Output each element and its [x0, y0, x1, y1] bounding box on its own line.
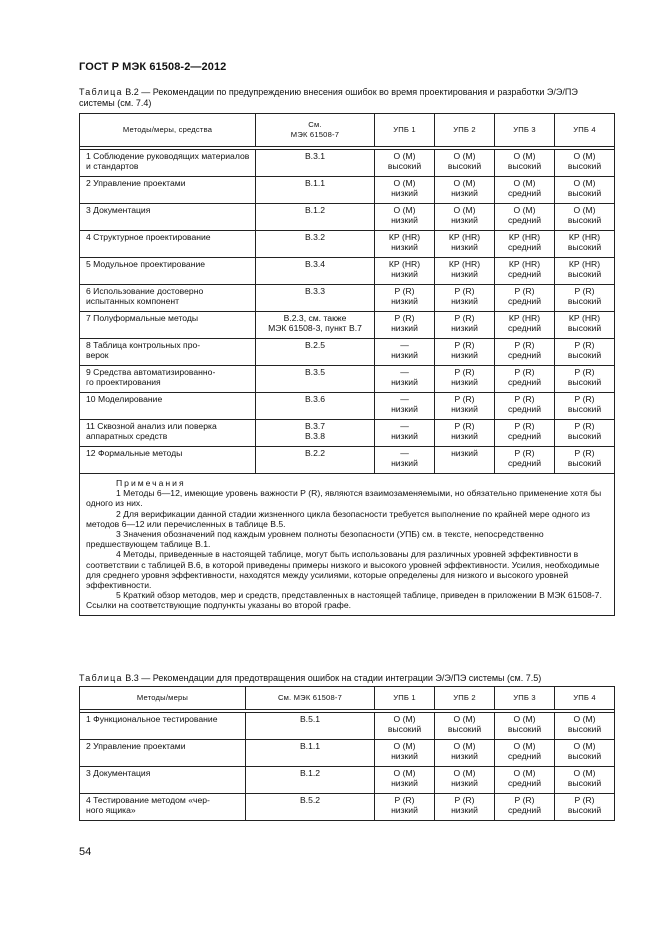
method-cell: 5 Модульное проектирование	[80, 258, 256, 285]
sil2-cell: КР (HR) низкий	[435, 231, 495, 258]
sil2-cell: О (М) низкий	[435, 740, 495, 767]
table-b2-caption-text: В.2 — Рекомендации по предупреждению внесения ошибок во время проектирования и разработки Э/Э/ПЭ системы (см. 7.4)	[79, 87, 578, 108]
sil1-cell: О (М) высокий	[375, 150, 435, 177]
sil2-cell: О (М) низкий	[435, 204, 495, 231]
table-row	[80, 231, 615, 258]
method-cell: 7 Полуформальные методы	[80, 312, 256, 339]
sil4-cell: Р (R) высокий	[555, 794, 615, 821]
method-cell: 2 Управление проектами	[80, 740, 246, 767]
sil4-cell: О (М) высокий	[555, 713, 615, 740]
sil1-cell: КР (HR) низкий	[375, 231, 435, 258]
method-cell: 6 Использование достоверно испытанных компонент	[80, 285, 256, 312]
column-header: См. МЭК 61508-7	[246, 687, 375, 710]
table-row	[80, 366, 615, 393]
reference-cell: В.3.2	[256, 231, 375, 258]
sil4-cell: О (М) высокий	[555, 150, 615, 177]
sil3-cell: КР (HR) средний	[495, 231, 555, 258]
method-cell: 9 Средства автоматизированно- го проектирования	[80, 366, 256, 393]
sil2-cell: Р (R) низкий	[435, 285, 495, 312]
note-item: 4 Методы, приведенные в настоящей таблице, могут быть использованы для различных уровней эффективности в соответствии с таблицей В.6, в которой приведены примеры низкого и высокого уровней эффективности. Усилия, необходимые для среднего уровня эффективности, находятся между усилиями, которые определены для низкого и высокого уровней эффективности.	[86, 549, 600, 591]
reference-cell: В.1.1	[256, 177, 375, 204]
sil4-cell: КР (HR) высокий	[555, 258, 615, 285]
note-item: 5 Краткий обзор методов, мер и средств, представленных в настоящей таблице, приведен в приложении В МЭК 61508-7. Ссылки на соответствующие подпункты указаны во второй графе.	[86, 590, 602, 611]
sil1-cell: — низкий	[375, 447, 435, 474]
sil3-cell: КР (HR) средний	[495, 312, 555, 339]
sil3-cell: Р (R) средний	[495, 285, 555, 312]
sil3-cell: О (М) средний	[495, 204, 555, 231]
method-cell: 11 Сквозной анализ или поверка аппаратных средств	[80, 420, 256, 447]
sil2-cell: Р (R) низкий	[435, 312, 495, 339]
sil1-cell: — низкий	[375, 420, 435, 447]
sil4-cell: Р (R) высокий	[555, 339, 615, 366]
reference-cell: В.5.1	[246, 713, 375, 740]
table-row	[80, 204, 615, 231]
sil2-cell: О (М) высокий	[435, 150, 495, 177]
sil2-cell: Р (R) низкий	[435, 366, 495, 393]
sil4-cell: О (М) высокий	[555, 204, 615, 231]
method-cell: 12 Формальные методы	[80, 447, 256, 474]
reference-cell: В.1.2	[256, 204, 375, 231]
table-row	[80, 312, 615, 339]
reference-cell: В.1.2	[246, 767, 375, 794]
table-row	[80, 420, 615, 447]
table-b3-header-row	[80, 687, 615, 710]
sil3-cell: Р (R) средний	[495, 366, 555, 393]
table-b2-notes-row	[80, 474, 615, 616]
sil4-cell: КР (HR) высокий	[555, 312, 615, 339]
reference-cell: В.2.2	[256, 447, 375, 474]
sil2-cell: низкий	[435, 447, 495, 474]
sil2-cell: О (М) низкий	[435, 767, 495, 794]
sil3-cell: Р (R) средний	[495, 339, 555, 366]
sil3-cell: О (М) высокий	[495, 713, 555, 740]
method-cell: 1 Функциональное тестирование	[80, 713, 246, 740]
sil3-cell: О (М) средний	[495, 177, 555, 204]
sil1-cell: О (М) низкий	[375, 767, 435, 794]
reference-cell: В.2.5	[256, 339, 375, 366]
column-header: УПБ 1	[375, 114, 435, 147]
table-row	[80, 740, 615, 767]
sil1-cell: — низкий	[375, 393, 435, 420]
sil3-cell: О (М) средний	[495, 740, 555, 767]
sil4-cell: КР (HR) высокий	[555, 231, 615, 258]
sil1-cell: — низкий	[375, 339, 435, 366]
method-cell: 4 Структурное проектирование	[80, 231, 256, 258]
reference-cell: В.1.1	[246, 740, 375, 767]
table-row	[80, 285, 615, 312]
column-header: УПБ 2	[435, 114, 495, 147]
table-b3-label: Таблица	[79, 673, 123, 683]
table-b3-caption	[79, 673, 615, 684]
sil3-cell: О (М) средний	[495, 767, 555, 794]
method-cell: 1 Соблюдение руководящих материалов и стандартов	[80, 150, 256, 177]
table-row	[80, 393, 615, 420]
document-header: ГОСТ Р МЭК 61508-2—2012	[79, 61, 227, 73]
sil1-cell: Р (R) низкий	[375, 285, 435, 312]
method-cell: 4 Тестирование методом «чер- ного ящика»	[80, 794, 246, 821]
column-header: УПБ 4	[555, 114, 615, 147]
column-header: УПБ 2	[435, 687, 495, 710]
sil3-cell: Р (R) средний	[495, 420, 555, 447]
table-b2	[79, 113, 615, 616]
note-item: 3 Значения обозначений под каждым уровнем полноты безопасности (УПБ) см. в тексте, непосредственно предшествующем таблице В.1.	[86, 529, 544, 550]
sil4-cell: О (М) высокий	[555, 740, 615, 767]
table-row	[80, 767, 615, 794]
sil1-cell: О (М) низкий	[375, 204, 435, 231]
column-header: Методы/меры, средства	[80, 114, 256, 147]
notes-title: Примечания	[116, 478, 186, 488]
sil4-cell: Р (R) высокий	[555, 393, 615, 420]
reference-cell: В.3.3	[256, 285, 375, 312]
sil3-cell: О (М) высокий	[495, 150, 555, 177]
sil2-cell: Р (R) низкий	[435, 393, 495, 420]
table-b2-notes	[80, 474, 615, 616]
sil1-cell: О (М) низкий	[375, 177, 435, 204]
sil2-cell: Р (R) низкий	[435, 339, 495, 366]
sil3-cell: Р (R) средний	[495, 393, 555, 420]
method-cell: 3 Документация	[80, 767, 246, 794]
sil2-cell: Р (R) низкий	[435, 794, 495, 821]
sil1-cell: — низкий	[375, 366, 435, 393]
sil2-cell: О (М) высокий	[435, 713, 495, 740]
sil4-cell: Р (R) высокий	[555, 366, 615, 393]
reference-cell: В.5.2	[246, 794, 375, 821]
table-row	[80, 794, 615, 821]
note-item: 2 Для верификации данной стадии жизненного цикла безопасности требуется выполнение по крайней мере одного из методов 6—12 или перечисленных в таблице В.5.	[86, 508, 590, 529]
table-b2-body	[80, 150, 615, 474]
method-cell: 8 Таблица контрольных про- верок	[80, 339, 256, 366]
column-header: УПБ 3	[495, 687, 555, 710]
sil1-cell: О (М) высокий	[375, 713, 435, 740]
table-b2-label: Таблица	[79, 87, 123, 97]
sil1-cell: КР (HR) низкий	[375, 258, 435, 285]
column-header: УПБ 1	[375, 687, 435, 710]
note-item: 1 Методы 6—12, имеющие уровень важности Р (R), являются взаимозаменяемыми, но обязательно применение хотя бы одного из них.	[86, 488, 602, 509]
reference-cell: В.3.5	[256, 366, 375, 393]
sil4-cell: Р (R) высокий	[555, 285, 615, 312]
sil3-cell: Р (R) средний	[495, 794, 555, 821]
column-header: УПБ 3	[495, 114, 555, 147]
sil4-cell: О (М) высокий	[555, 767, 615, 794]
table-row	[80, 150, 615, 177]
sil4-cell: Р (R) высокий	[555, 447, 615, 474]
sil1-cell: Р (R) низкий	[375, 312, 435, 339]
table-row	[80, 177, 615, 204]
page-number: 54	[79, 846, 92, 858]
table-b2-caption	[79, 87, 615, 109]
reference-cell: В.3.4	[256, 258, 375, 285]
sil4-cell: Р (R) высокий	[555, 420, 615, 447]
method-cell: 2 Управление проектами	[80, 177, 256, 204]
sil2-cell: Р (R) низкий	[435, 420, 495, 447]
table-row	[80, 713, 615, 740]
sil3-cell: Р (R) средний	[495, 447, 555, 474]
table-b3	[79, 686, 615, 821]
sil4-cell: О (М) высокий	[555, 177, 615, 204]
column-header: Методы/меры	[80, 687, 246, 710]
reference-cell: В.3.7 В.3.8	[256, 420, 375, 447]
method-cell: 3 Документация	[80, 204, 256, 231]
table-b3-caption-text: В.3 — Рекомендации для предотвращения ошибок на стадии интеграции Э/Э/ПЭ системы (см. 7.5)	[125, 673, 542, 683]
table-row	[80, 447, 615, 474]
table-b3-body	[80, 713, 615, 821]
sil1-cell: Р (R) низкий	[375, 794, 435, 821]
sil2-cell: О (М) низкий	[435, 177, 495, 204]
sil3-cell: КР (HR) средний	[495, 258, 555, 285]
table-row	[80, 339, 615, 366]
reference-cell: В.3.1	[256, 150, 375, 177]
column-header: УПБ 4	[555, 687, 615, 710]
method-cell: 10 Моделирование	[80, 393, 256, 420]
sil1-cell: О (М) низкий	[375, 740, 435, 767]
table-row	[80, 258, 615, 285]
reference-cell: В.3.6	[256, 393, 375, 420]
sil2-cell: КР (HR) низкий	[435, 258, 495, 285]
table-b2-header-row	[80, 114, 615, 147]
reference-cell: В.2.3, см. также МЭК 61508-3, пункт В.7	[256, 312, 375, 339]
column-header: См. МЭК 61508-7	[256, 114, 375, 147]
